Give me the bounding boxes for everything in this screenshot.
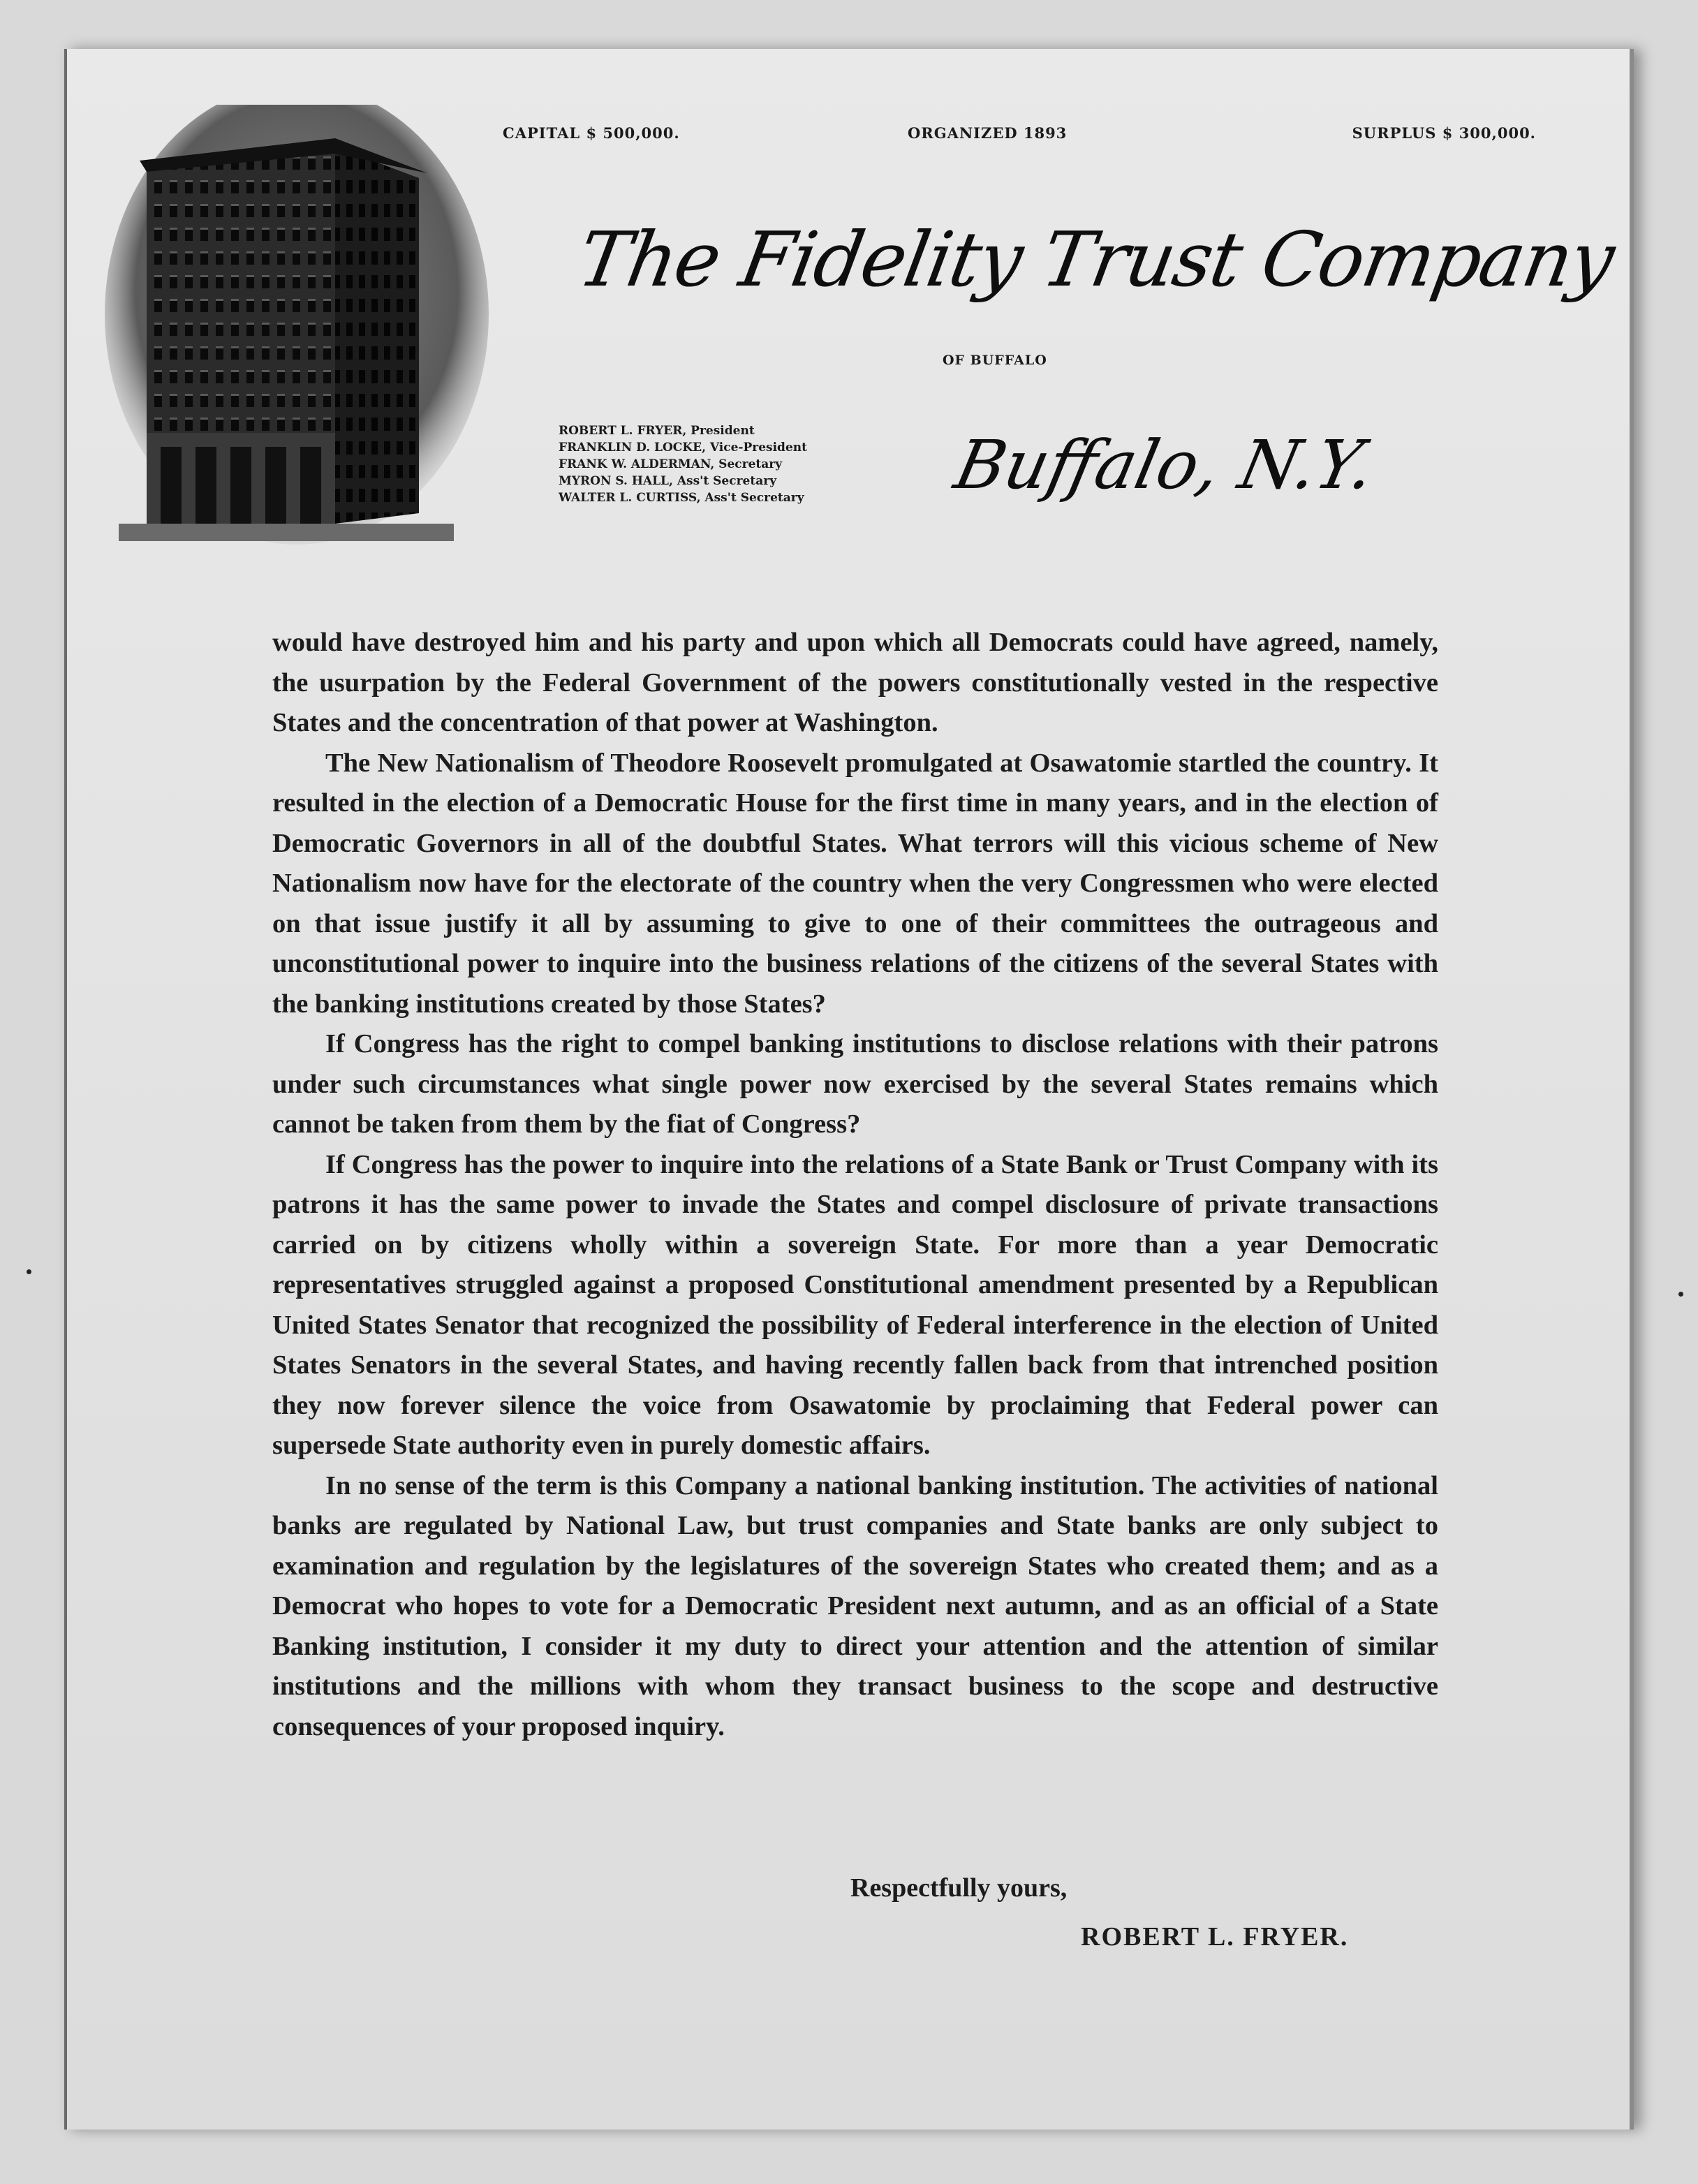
capital-text: CAPITAL $ 500,000. bbox=[503, 124, 680, 142]
body-paragraph: The New Nationalism of Theodore Roosevelt promulgated at Osawatomie startled the country. It resulted in the election of a Democratic House for the first time in many years, and in the election of Democratic Governors in all of the doubtful States. What terrors will this vicious scheme of New Nationalism now have for the electorate of the country when the very Congressmen who were elected on that issue justify it all by assuming to give to one of their committees the outrageous and unconstitutional power to inquire into the business relations of the citizens of the several States with the banking institutions created by those States? bbox=[272, 748, 1438, 1019]
officers-list bbox=[559, 422, 807, 506]
body-paragraph: If Congress has the power to inquire into the relations of a State Bank or Trust Company with its patrons it has the same power to invade the States and compel disclosure of private transactions carried on by citizens wholly within a sovereign State. For more than a year Democratic representatives struggled against a proposed Constitutional amendment presented by a Republican United States Senator that recognized the possibility of Federal interference in the election of United States Senators in the several States, and having recently fallen back from that intrenched position they now forever silence the voice from Osawatomie by proclaiming that Federal power can supersede State authority even in purely domestic affairs. bbox=[272, 1149, 1438, 1460]
surplus-text: SURPLUS $ 300,000. bbox=[1352, 124, 1536, 142]
city-heading: Buffalo, N.Y. bbox=[948, 426, 1382, 504]
officer-assistant-secretary: WALTER L. CURTISS, Ass't Secretary bbox=[559, 491, 804, 505]
officer-president: ROBERT L. FRYER, President bbox=[559, 424, 755, 438]
officer-secretary: FRANK W. ALDERMAN, Secretary bbox=[559, 457, 783, 471]
closing-salutation: Respectfully yours, bbox=[850, 1873, 1068, 1903]
body-paragraph: In no sense of the term is this Company a national banking institution. The activities of national banks are regulated by National Law, but trust companies and State banks are only subject to examination and regulation by the legislatures of the sovereign States who created them; and as a Democrat who hopes to vote for a Democratic President next autumn, and as an official of a State Banking institution, I consider it my duty to direct your attention and the attention of similar institutions and the millions with whom they transact business to the scope and destructive consequences of your proposed inquiry. bbox=[272, 1470, 1438, 1741]
company-location: OF BUFFALO bbox=[943, 353, 1047, 368]
signature-name: ROBERT L. FRYER. bbox=[1081, 1922, 1349, 1951]
capital-figures bbox=[503, 124, 1536, 152]
dust-speck bbox=[27, 1269, 31, 1274]
letter-body bbox=[272, 623, 1438, 1747]
dust-speck bbox=[1678, 1292, 1683, 1297]
company-name: The Fidelity Trust Company bbox=[571, 216, 1620, 304]
organized-text: ORGANIZED 1893 bbox=[908, 124, 1068, 142]
body-paragraph: If Congress has the right to compel banking institutions to disclose relations with their patrons under such circumstances what single power now exercised by the several States remains which cannot be taken from them by the fiat of Congress? bbox=[272, 1029, 1438, 1139]
building-engraving bbox=[105, 105, 489, 552]
officer-assistant-secretary: MYRON S. HALL, Ass't Secretary bbox=[559, 474, 777, 488]
officer-vice-president: FRANKLIN D. LOCKE, Vice-President bbox=[559, 441, 807, 455]
body-paragraph: would have destroyed him and his party and upon which all Democrats could have agreed, namely, the usurpation by the Federal Government of the powers constitutionally vested in the respective States and the concentration of that power at Washington. bbox=[272, 628, 1438, 737]
